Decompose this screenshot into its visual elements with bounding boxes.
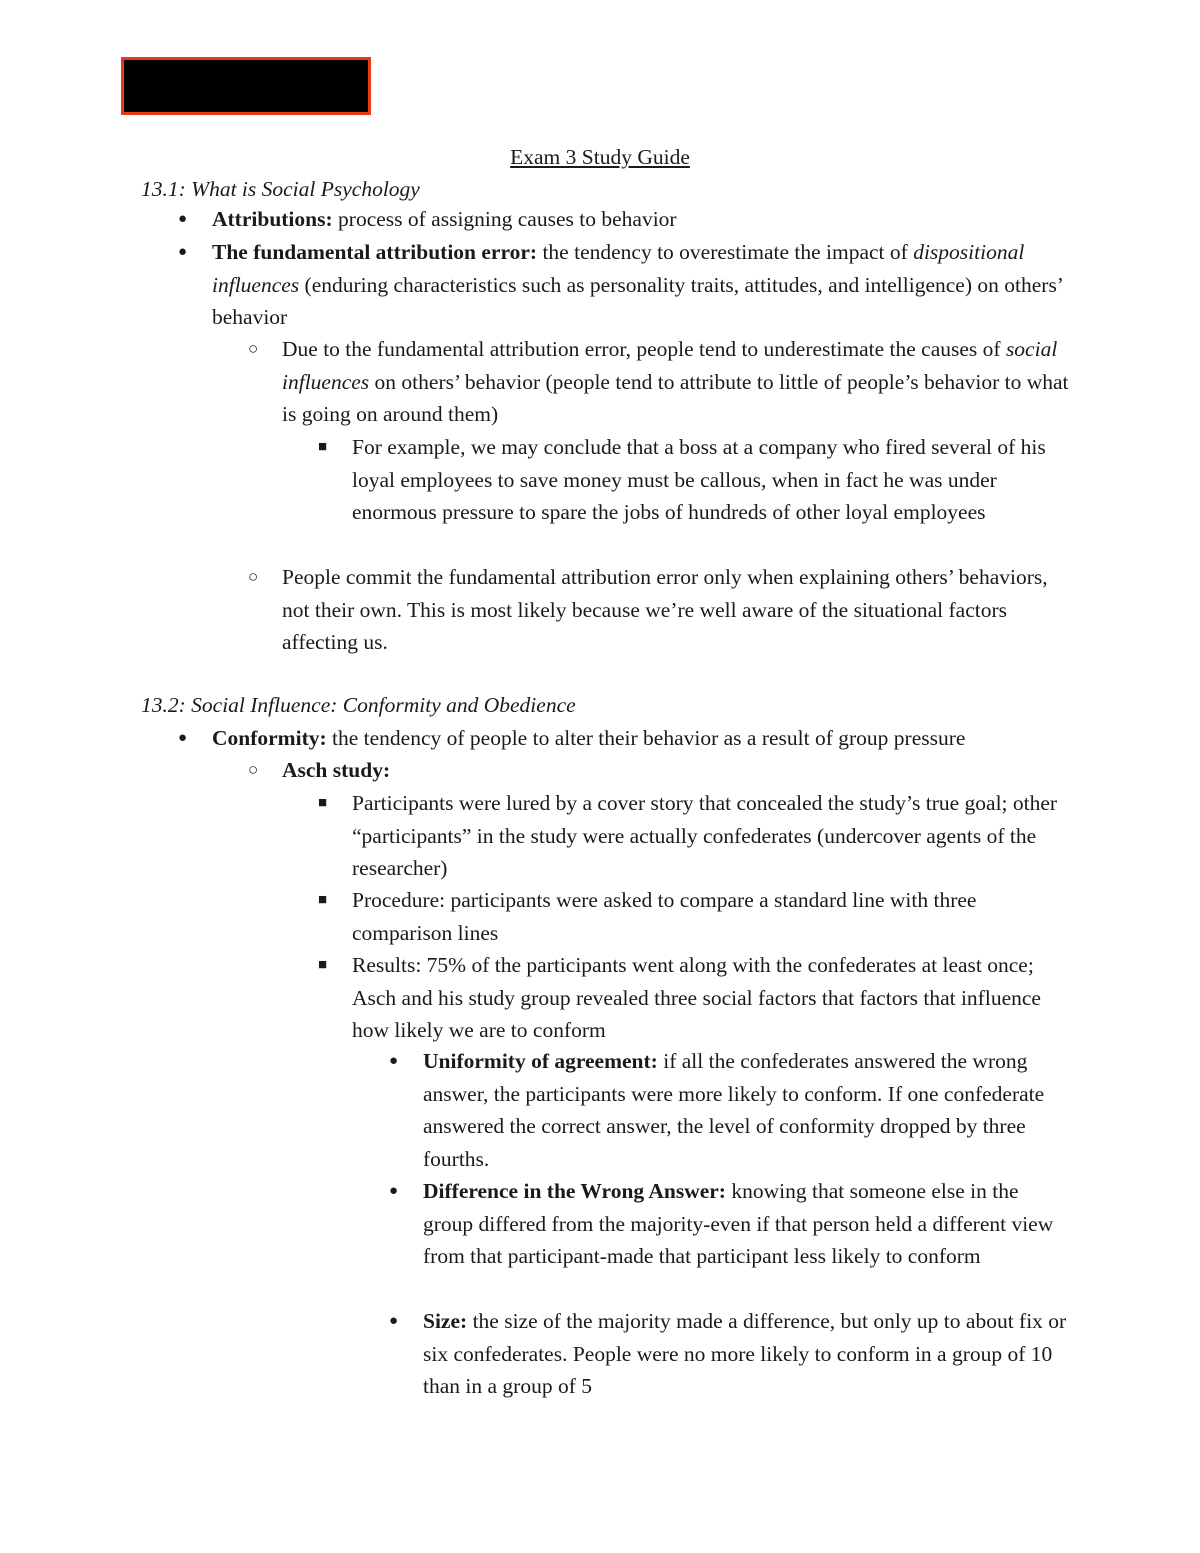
fae-italic-term: dispositional influences: [212, 240, 1025, 297]
square-marker: ■: [318, 957, 328, 973]
term-fae: The fundamental attribution error:: [212, 240, 538, 264]
square-marker: ■: [318, 439, 328, 455]
bullet-marker: ●: [389, 1313, 399, 1329]
bullet-marker: ●: [389, 1183, 399, 1199]
definition-uniformity: if all the confederates answered the wrong answer, the participants were more likely to conform. If one confederate answered the correct answer, the level of conformity dropped by three fourths.: [423, 1049, 1045, 1171]
list-item-own-behavior: People commit the fundamental attribution error only when explaining others’ behaviors, not their own. This is most likely because we’re well aware of the situational factors affecting us.: [282, 565, 1048, 654]
term-difference: Difference in the Wrong Answer:: [423, 1179, 726, 1203]
term-size: Size:: [423, 1309, 468, 1333]
section-heading-13-2: 13.2: Social Influence: Conformity and Obedience: [141, 693, 576, 717]
sub1-italic-term: social influences: [282, 337, 1058, 394]
term-asch-study: Asch study:: [282, 758, 391, 782]
redaction-box: [121, 57, 371, 115]
circle-marker: ○: [248, 567, 259, 586]
list-item-procedure: Procedure: participants were asked to compare a standard line with three comparison lines: [352, 888, 977, 945]
square-marker: ■: [318, 795, 328, 811]
document-title: Exam 3 Study Guide: [510, 145, 690, 169]
term-attributions: Attributions:: [212, 207, 333, 231]
list-item-size: [423, 1305, 1073, 1403]
term-conformity: Conformity:: [212, 726, 327, 750]
bullet-marker: ●: [178, 730, 188, 746]
definition-difference: knowing that someone else in the group differed from the majority-even if that person held a different view from that participant-made that participant less likely to conform: [423, 1179, 1054, 1268]
bullet-marker: ●: [178, 244, 188, 260]
definition-size: the size of the majority made a difference, but only up to about fix or six confederates. People were no more likely to conform in a group of 10 than in a group of 5: [423, 1309, 1067, 1398]
list-item-difference: [423, 1175, 1073, 1273]
list-item-conformity: [212, 722, 1072, 755]
definition-attributions: process of assigning causes to behavior: [332, 207, 677, 231]
list-item-attributions: [212, 203, 1072, 236]
circle-marker: ○: [248, 339, 259, 358]
fae-text: the tendency to overestimate the impact of: [537, 240, 914, 264]
section-heading-13-1: 13.1: What is Social Psychology: [141, 177, 420, 201]
list-item-participants: Participants were lured by a cover story that concealed the study’s true goal; other “participants” in the study were actually confederates (undercover agents of the researcher): [352, 791, 1058, 880]
circle-marker: ○: [248, 760, 259, 779]
list-item-uniformity: [423, 1045, 1073, 1175]
list-item-asch-study: [282, 754, 1072, 787]
bullet-marker: ●: [389, 1053, 399, 1069]
definition-conformity: the tendency of people to alter their behavior as a result of group pressure: [326, 726, 966, 750]
list-item-results: Results: 75% of the participants went along with the confederates at least once; Asch and his study group revealed three social factors that factors that influence how likely we are to conform: [352, 953, 1041, 1042]
sub1-text-continued: on others’ behavior (people tend to attribute to little of people’s behavior to what is going on around them): [282, 369, 1069, 426]
bullet-marker: ●: [178, 211, 188, 227]
list-item-fundamental-attribution-error: [212, 236, 1072, 334]
fae-text-continued: (enduring characteristics such as personality traits, attitudes, and intelligence) on others’ behavior: [212, 272, 1063, 329]
list-item-underestimate-social-influences: [282, 333, 1072, 431]
list-item-boss-example: For example, we may conclude that a boss at a company who fired several of his loyal employees to save money must be callous, when in fact he was under enormous pressure to spare the jobs of hundreds of other loyal employees: [352, 435, 1046, 524]
square-marker: ■: [318, 892, 328, 908]
sub1-text: Due to the fundamental attribution error, people tend to underestimate the causes of: [282, 337, 1006, 361]
term-uniformity: Uniformity of agreement:: [423, 1049, 658, 1073]
